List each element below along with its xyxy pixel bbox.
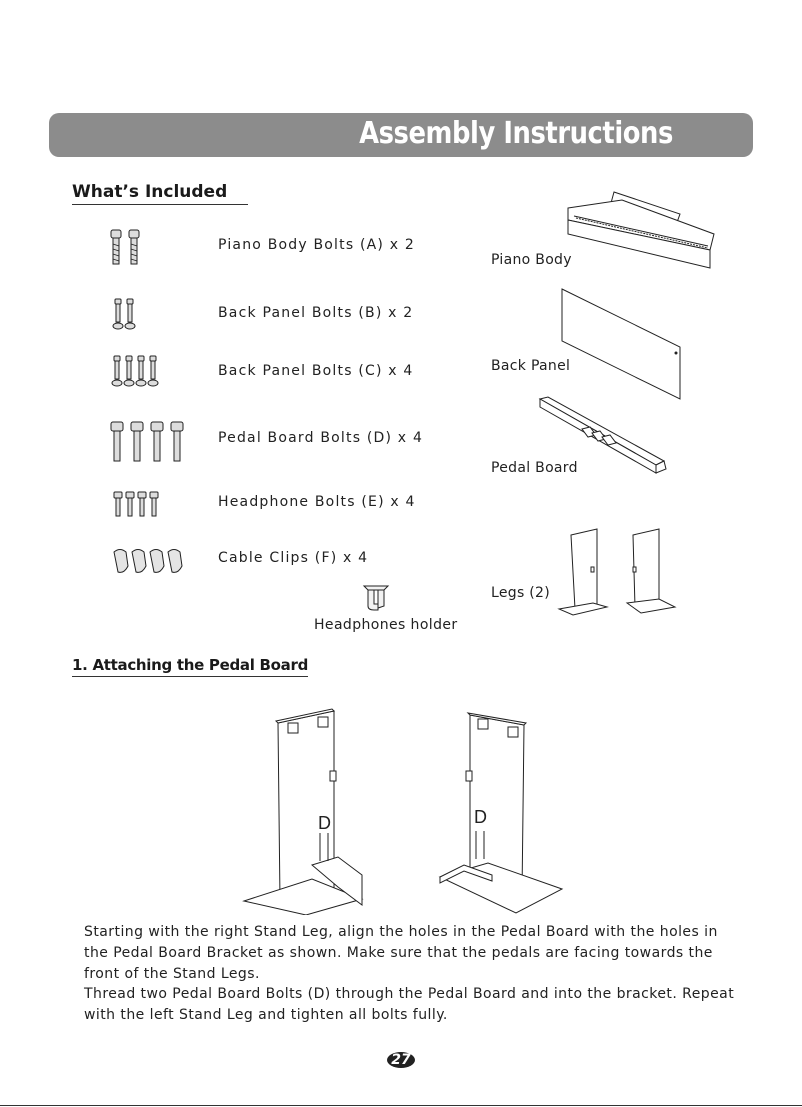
step1-heading: 1. Attaching the Pedal Board	[72, 656, 308, 677]
footer-rule	[0, 1105, 802, 1106]
headphones-holder-icon	[358, 580, 394, 612]
legs-illustration	[555, 527, 680, 619]
instruction-paragraph-2: Thread two Pedal Board Bolts (D) through the Pedal Board and into the bracket. Repeat with the left Stand Leg and tighten all bolts fully.	[84, 986, 735, 1024]
back-panel-bolts-b-icon	[112, 298, 138, 332]
diagram-label-d-left: D	[318, 813, 331, 833]
part-label-d: Pedal Board Bolts (D) x 4	[218, 430, 424, 446]
page-number: 27	[391, 1052, 411, 1068]
part-label-b: Back Panel Bolts (B) x 2	[218, 305, 414, 321]
part-label-e: Headphone Bolts (E) x 4	[218, 494, 416, 510]
item-label-pedal-board: Pedal Board	[491, 460, 578, 476]
piano-body-illustration	[562, 190, 717, 272]
cable-clip-icon	[110, 546, 186, 578]
page-number-badge	[386, 1050, 416, 1070]
pedal-board-bolts-icon	[109, 420, 185, 464]
step1-instructions	[84, 922, 744, 1026]
page-title: Assembly Instructions	[359, 116, 673, 151]
pedal-board-assembly-diagram	[240, 705, 570, 915]
item-label-legs: Legs (2)	[491, 585, 551, 601]
header-banner	[49, 113, 753, 157]
back-panel-illustration	[558, 285, 684, 403]
whats-included-heading: What’s Included	[72, 182, 248, 205]
piano-body-bolts-icon	[108, 228, 144, 268]
headphones-holder-label: Headphones holder	[314, 617, 458, 633]
part-label-c: Back Panel Bolts (C) x 4	[218, 363, 414, 379]
part-label-a: Piano Body Bolts (A) x 2	[218, 237, 415, 253]
part-label-f: Cable Clips (F) x 4	[218, 550, 369, 566]
back-panel-bolts-c-icon	[111, 355, 161, 389]
headphone-bolts-icon	[112, 490, 162, 518]
instruction-paragraph-1: Starting with the right Stand Leg, align the holes in the Pedal Board with the holes in the Pedal Board Bracket as shown. Make sure that the pedals are facing towards the front of the Stand Legs.	[84, 924, 718, 982]
item-label-back-panel: Back Panel	[491, 358, 571, 374]
item-label-piano-body: Piano Body	[491, 252, 572, 268]
diagram-label-d-right: D	[474, 807, 487, 827]
